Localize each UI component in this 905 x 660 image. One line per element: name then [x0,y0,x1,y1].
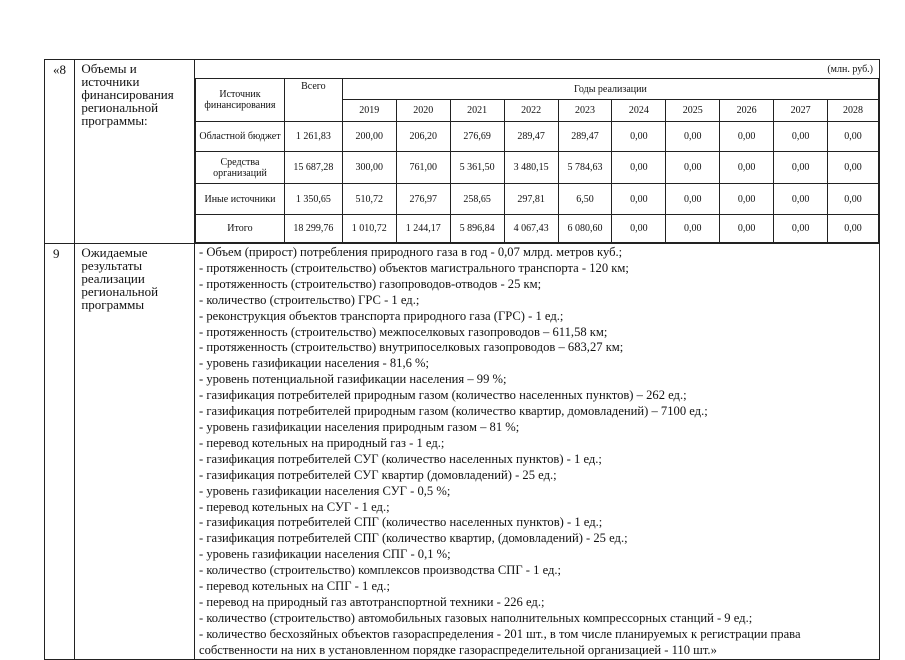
value-cell: 297,81 [504,184,558,215]
result-item: - газификация потребителей СПГ (количество населенных пунктов) - 1 ед.; [198,515,603,530]
financing-row [195,184,878,215]
result-item: - перевод котельных на природный газ - 1 ед.; [198,435,445,450]
result-item: - уровень газификации населения СУГ - 0,5 %; [198,483,451,498]
result-item: - перевод котельных на СУГ - 1 ед.; [198,499,390,514]
total-cell: 18 299,76 [284,215,342,243]
result-item: - уровень потенциальной газификации населения – 99 %; [198,372,507,387]
result-item: - количество (строительство) ГРС - 1 ед.; [198,292,420,307]
source-cell: Средства организаций [195,152,284,184]
total-cell: 1 261,83 [284,122,342,152]
value-cell: 5 896,84 [450,215,504,243]
value-cell: 200,00 [342,122,396,152]
value-cell: 0,00 [828,152,879,184]
expected-results [194,244,879,660]
row-8-number: «8 [45,60,75,244]
years-header: Годы реализации [342,79,878,100]
value-cell: 0,00 [720,184,774,215]
result-item: - уровень газификации населения - 81,6 %; [198,356,430,371]
row-9-label: Ожидаемые результаты реализации региональной программы [75,244,195,660]
result-item: - количество (строительство) автомобильных газовых наполнительных компрессорных станций - 9 ед.; [198,610,753,625]
source-header: Источник финансирования [195,79,284,122]
result-item: - протяженность (строительство) внутрипоселковых газопроводов – 683,27 км; [198,340,624,355]
value-cell: 276,69 [450,122,504,152]
source-cell: Областной бюджет [195,122,284,152]
value-cell: 0,00 [666,122,720,152]
result-item: - протяженность (строительство) газопроводов-отводов - 25 км; [198,276,542,291]
year-header: 2028 [828,100,879,122]
value-cell: 206,20 [396,122,450,152]
row-8-label: Объемы и источники финансирования региональной программы: [75,60,195,244]
year-header: 2027 [774,100,828,122]
year-header: 2023 [558,100,612,122]
value-cell: 0,00 [612,152,666,184]
year-header: 2025 [666,100,720,122]
result-item: - газификация потребителей природным газом (количество квартир, домовладений) – 7100 ед.; [198,404,708,419]
value-cell: 276,97 [396,184,450,215]
result-item: - газификация потребителей СПГ (количество квартир, (домовладений) - 25 ед.; [198,531,628,546]
year-header: 2024 [612,100,666,122]
value-cell: 510,72 [342,184,396,215]
result-item: - количество (строительство) комплексов производства СПГ - 1 ед.; [198,563,562,578]
value-cell: 3 480,15 [504,152,558,184]
year-header: 2020 [396,100,450,122]
result-item: - уровень газификации населения природным газом – 81 %; [198,419,520,434]
value-cell: 4 067,43 [504,215,558,243]
result-item: - газификация потребителей СУГ квартир (домовладений) - 25 ед.; [198,467,557,482]
result-item: - реконструкция объектов транспорта природного газа (ГРС) - 1 ед.; [198,308,564,323]
value-cell: 0,00 [774,152,828,184]
value-cell: 0,00 [774,184,828,215]
value-cell: 0,00 [666,184,720,215]
result-item: - газификация потребителей природным газом (количество населенных пунктов) – 262 ед.; [198,388,687,403]
row-8 [45,60,880,244]
row-9 [45,244,880,660]
value-cell: 1 010,72 [342,215,396,243]
source-cell: Иные источники [195,184,284,215]
value-cell: 0,00 [720,215,774,243]
passport-table [44,59,880,660]
unit-label: (млн. руб.) [827,64,873,75]
value-cell: 761,00 [396,152,450,184]
financing-row [195,152,878,184]
value-cell: 0,00 [720,122,774,152]
year-header: 2019 [342,100,396,122]
source-cell: Итого [195,215,284,243]
value-cell: 0,00 [828,215,879,243]
value-cell: 0,00 [612,184,666,215]
total-cell: 15 687,28 [284,152,342,184]
value-cell: 289,47 [504,122,558,152]
total-cell: 1 350,65 [284,184,342,215]
value-cell: 6 080,60 [558,215,612,243]
value-cell: 258,65 [450,184,504,215]
financing-cell [194,60,879,244]
year-header: 2026 [720,100,774,122]
financing-table [195,78,879,243]
value-cell: 0,00 [828,122,879,152]
total-header: Всего [284,79,342,122]
result-item: - перевод на природный газ автотранспортной техники - 226 ед.; [198,594,545,609]
row-9-number: 9 [45,244,75,660]
result-item: - Объем (прирост) потребления природного газа в год - 0,07 млрд. метров куб.; [198,245,623,259]
value-cell: 300,00 [342,152,396,184]
value-cell: 5 784,63 [558,152,612,184]
value-cell: 0,00 [774,215,828,243]
result-item: - протяженность (строительство) межпоселковых газопроводов – 611,58 км; [198,324,608,339]
value-cell: 6,50 [558,184,612,215]
result-item: - газификация потребителей СУГ (количество населенных пунктов) - 1 ед.; [198,451,602,466]
value-cell: 0,00 [666,152,720,184]
result-item: - количество бесхозяйных объектов газораспределения - 201 шт., в том числе планируемых к регистрации права собственности на них в установленном порядке газораспределительной организацией - 110 шт.» [198,626,801,657]
value-cell: 1 244,17 [396,215,450,243]
result-item: - перевод котельных на СПГ - 1 ед.; [198,579,390,594]
year-header: 2021 [450,100,504,122]
value-cell: 5 361,50 [450,152,504,184]
financing-row [195,215,878,243]
value-cell: 289,47 [558,122,612,152]
financing-row [195,122,878,152]
result-item: - уровень газификации населения СПГ - 0,1 %; [198,547,451,562]
financing-body [195,122,878,243]
value-cell: 0,00 [720,152,774,184]
value-cell: 0,00 [612,215,666,243]
result-item: - протяженность (строительство) объектов магистрального транспорта - 120 км; [198,260,629,275]
value-cell: 0,00 [612,122,666,152]
value-cell: 0,00 [828,184,879,215]
value-cell: 0,00 [774,122,828,152]
year-header: 2022 [504,100,558,122]
value-cell: 0,00 [666,215,720,243]
